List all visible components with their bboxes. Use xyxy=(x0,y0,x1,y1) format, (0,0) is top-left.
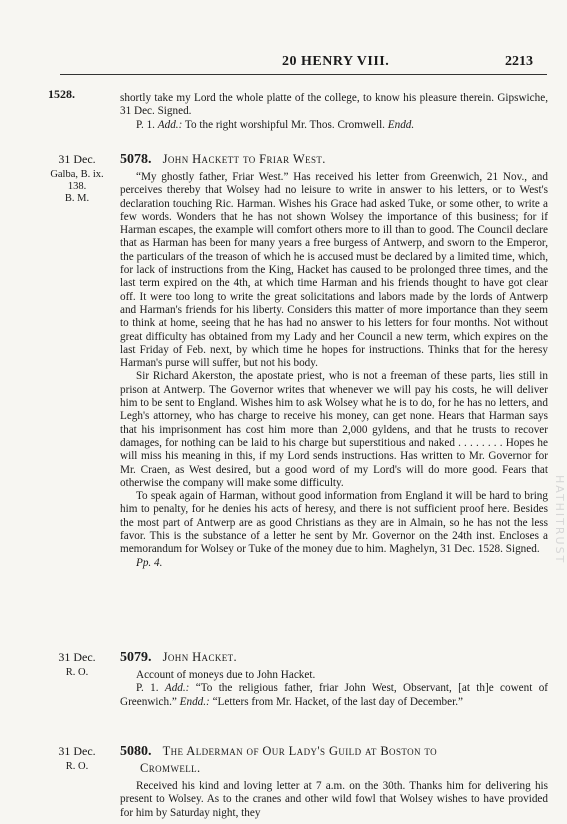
running-header xyxy=(60,50,547,75)
entry-5078-body xyxy=(120,171,548,570)
entry-5079-body xyxy=(120,669,548,709)
entry-5080-source: R. O. xyxy=(65,761,89,772)
year-margin-note: 1528. xyxy=(48,87,75,101)
entry-5078-para-1: “My ghostly father, Friar West.” Has received his letter from Greenwich, 21 Nov., and perceives thereby that Wolsey had no leisure to write in answer to his letters, or to West's declaration touching Ric. Harman. Wishes his Grace had asked Tuke, or some other, to write a few words. Wonders that he has not shown Wolsey the importance of this business; for if Harman escapes, the example will comfort others more to ill than to good. The Council declare that as Harman has been for many years a free burgess of Antwerp, and sworn to the Emperor, the particulars of the treason of which he is accused must be declared by a limited time, which, for lack of instructions from the King, Hacket has caused to be prolonged three times, and the last term expired on the 4th, at which time Harman and his friends thought to have got clear off. It were too long to write the great solicitations and labors made by the lords of Antwerp and Harman's friends for his liberty. Considers this matter of more importance than they seem to think at home, seeing that he has had no answer to his letters for four months. Not without great difficulty has obtained from my Lady and her Council a new term, which expires on the last Friday of Feb. next, by which time he hopes for instructions. Thinks that for the heresy Harman's purse will suffer, but not his body. xyxy=(120,171,548,370)
entry-5078-heading xyxy=(120,152,550,167)
prev-entry-add-text: To the right worshipful Mr. Thos. Cromwell. xyxy=(184,118,385,131)
prev-entry-add-label: Add.: xyxy=(157,118,183,131)
entry-5078-para-3: To speak again of Harman, without good information from England it will be hard to bring him to penalty, for he denies his acts of heresy, and there is not sufficient proof here. Besides the most part of Antwerp are as good Christians as they are in Almain, so he has not the less favor. This is the substance of a letter he sent by Mr. Governor on the 24th inst. Encloses a memorandum for Wolsey or Tuke of the money due to him. Maghelyn, 31 Dec. 1528. Signed. xyxy=(120,490,548,556)
prev-entry-text xyxy=(120,92,548,132)
entry-5080-number: 5080. xyxy=(120,744,152,759)
running-title: 20 HENRY VIII. xyxy=(282,54,390,69)
entry-5080-date: 31 Dec. xyxy=(58,744,96,758)
entry-5080-heading xyxy=(120,744,550,759)
entry-5080-title-line1: The Alderman of Our Lady's Guild at Boston to xyxy=(162,744,438,758)
prev-entry-address xyxy=(120,119,548,132)
prev-entry-endd: Endd. xyxy=(387,118,415,131)
prev-entry-pages: P. 1. xyxy=(136,118,155,131)
entry-5079-date: 31 Dec. xyxy=(58,650,96,664)
entry-5078-para-2: Sir Richard Akerston, the apostate priest, who is not a freeman of these parts, lies still in prison at Antwerp. The Governor writes that whenever we will pay his costs, he will deliver him to be sent to England. Wishes him to ask Wolsey what he is to do, for he has no letters, and Legh's attorney, who has charge to receive his money, can get none. Hears that Harman says that his imprisonment has cost him more than 2,000 gyldens, and that he trusts to recover damages, for nothing can be laid to his charge but superstitious and naked . . . . . . . . Hopes he will miss his meaning in this, if my Lord sends instructions. Has written to Mr. Governor for Mr. Craen, as West desired, but a good word of my Lord's will do more good. Fears that otherwise the company will make some difficulty. xyxy=(120,370,548,489)
entry-5079-heading xyxy=(120,650,550,665)
entry-5080-text: Received his kind and loving letter at 7 a.m. on the 30th. Thanks him for delivering his present to Wolsey. As to the cranes and other wild fowl that Wolsey wishes to have provided for him by Saturday night, they xyxy=(120,780,548,819)
entry-5078-pages: Pp. 4. xyxy=(136,556,163,569)
entry-5080-title-line2: Cromwell. xyxy=(140,761,201,775)
page-number: 2213 xyxy=(505,54,533,69)
entry-5079-source: R. O. xyxy=(65,667,89,678)
entry-5078-date: 31 Dec. xyxy=(58,152,96,166)
entry-5079-address: P. 1. Add.: “To the religious father, friar John West, Observant, [at th]e cowent of Greenwich.” Endd.: “Letters from Mr. Hacket, of the last day of December.” xyxy=(120,682,549,708)
prev-entry-body: shortly take my Lord the whole platte of the college, to know his pleasure therein. Gipswiche, 31 Dec. Signed. xyxy=(120,92,548,118)
digitization-watermark: HATHITRUST xyxy=(553,475,566,565)
entry-5078-title: John Hackett to Friar West. xyxy=(162,152,326,166)
entry-5079-number: 5079. xyxy=(120,650,152,665)
entry-5080-body xyxy=(120,780,548,820)
entry-5079-desc: Account of moneys due to John Hacket. xyxy=(136,669,316,681)
entry-5079-title: John Hacket. xyxy=(162,650,238,664)
entry-5078-source: Galba, B. ix. 138. B. M. xyxy=(50,169,104,204)
entry-5078-number: 5078. xyxy=(120,152,152,167)
